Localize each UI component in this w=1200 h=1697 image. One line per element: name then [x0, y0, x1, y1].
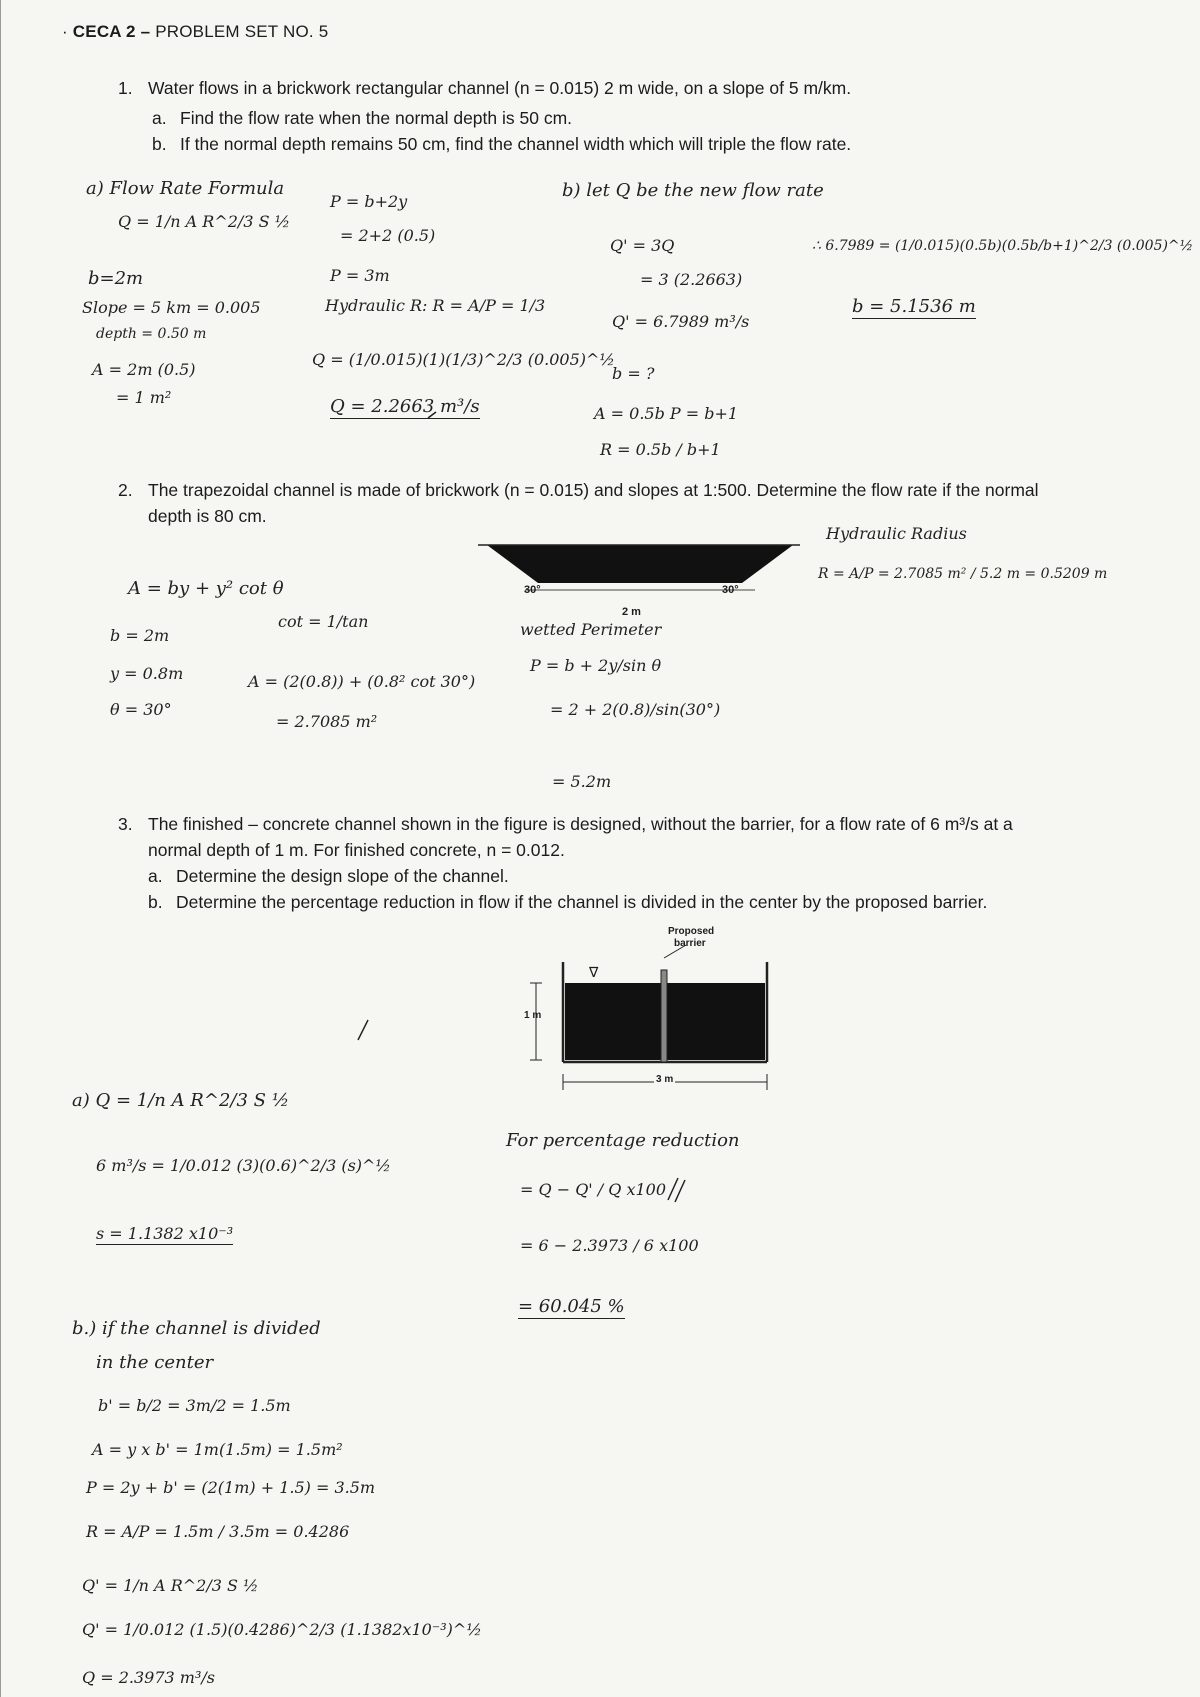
problem-3-cont: normal depth of 1 m. For finished concrete, n = 0.012. [148, 840, 565, 860]
hw3-percent-value: = 60.045 % [518, 1296, 625, 1317]
problem-text: Water flows in a brickwork rectangular channel (n = 0.015) 2 m wide, on a slope of 5 m/km. [148, 78, 852, 98]
hw2-width: b = 2m [110, 626, 170, 645]
hw2-area-formula: A = by + y² cot θ [128, 578, 284, 599]
hw1-perimeter-result: P = 3m [330, 266, 390, 285]
part-label: a. [152, 108, 167, 128]
hw2-hydraulic-radius-title: Hydraulic Radius [826, 524, 967, 543]
water-surface-icon: ∇ [589, 964, 599, 980]
barrier-label-1: Proposed [668, 926, 715, 937]
hw3-new-flow-sub: Q' = 1/0.012 (1.5)(0.4286)^2/3 (1.1382x10⁻³)^½ [82, 1620, 482, 1639]
set-name: PROBLEM SET NO. 5 [155, 22, 329, 41]
hw3-percent-formula: = Q − Q' / Q x100 [520, 1180, 667, 1199]
hw3-perimeter: P = 2y + b' = (2(1m) + 1.5) = 3.5m [86, 1478, 376, 1497]
problem-number: 1. [118, 78, 133, 98]
problem-number: 2. [118, 480, 133, 500]
problem-1 [118, 78, 851, 99]
hw3-area: A = y x b' = 1m(1.5m) = 1.5m² [92, 1440, 343, 1459]
part-label: a. [148, 866, 163, 886]
hw2-wetted-perimeter-title: wetted Perimeter [520, 620, 662, 639]
hw1-flow-result [330, 396, 480, 417]
problem-text: The finished – concrete channel shown in the figure is designed, without the barrier, for a flow rate of 6 m³/s at a [148, 814, 1013, 834]
hw3-slope-result [96, 1224, 233, 1243]
angle-right-label: 30° [722, 584, 739, 596]
hw2-perimeter-result: = 5.2m [552, 772, 612, 791]
part-text: Determine the percentage reduction in flow if the channel is divided in the center by the proposed barrier. [176, 892, 988, 912]
part-text: Find the flow rate when the normal depth is 50 cm. [180, 108, 573, 128]
part-label: b. [148, 892, 163, 912]
hw2-perimeter-sub: = 2 + 2(0.8)/sin(30°) [550, 700, 721, 719]
hw2-cot-def: cot = 1/tan [278, 612, 369, 631]
hw1-area-perimeter-b: A = 0.5b P = b+1 [594, 404, 739, 423]
hw1-width: b=2m [88, 268, 144, 289]
hw1-flow-formula: Q = 1/n A R^2/3 S ½ [118, 212, 291, 231]
hw3-b-title: b.) if the channel is divided [72, 1318, 321, 1339]
hw2-angle: θ = 30° [110, 700, 172, 719]
problem-2-cont: depth is 80 cm. [148, 506, 267, 526]
hw1-new-flow: Q' = 3Q [610, 236, 675, 255]
hw1-new-flow-sub: = 3 (2.2663) [640, 270, 743, 289]
hw1-width-result [852, 296, 976, 317]
problem-2 [118, 480, 1039, 501]
width-label: 3 m [656, 1074, 674, 1085]
hw1-radius-b: R = 0.5b / b+1 [600, 440, 721, 459]
hw1-width-result-value: b = 5.1536 m [852, 296, 976, 317]
hw3-b-title-cont: in the center [96, 1352, 214, 1373]
hw1-flow-sub: Q = (1/0.015)(1)(1/3)^2/3 (0.005)^½ [312, 350, 615, 369]
hw1-area-result: = 1 m² [116, 388, 172, 407]
problem-1a [152, 108, 572, 129]
hw3-hydraulic-radius: R = A/P = 1.5m / 3.5m = 0.4286 [86, 1522, 350, 1541]
problem-3b [148, 892, 987, 913]
part-text: Determine the design slope of the channel. [176, 866, 509, 886]
hw2-depth: y = 0.8m [110, 664, 184, 683]
hw1-perimeter-formula: P = b+2y [330, 192, 408, 211]
hw2-area-result: = 2.7085 m² [276, 712, 378, 731]
hw1-area: A = 2m (0.5) [92, 360, 196, 379]
problem-3a [148, 866, 509, 887]
hw1-perimeter-sub: = 2+2 (0.5) [340, 226, 436, 245]
hw2-perimeter-formula: P = b + 2y/sin θ [530, 656, 662, 675]
angle-left-label: 30° [524, 584, 541, 596]
hw3-half-width: b' = b/2 = 3m/2 = 1.5m [98, 1396, 291, 1415]
depth-label: 1 m [524, 1010, 542, 1021]
worksheet-title: · CECA 2 – PROBLEM SET NO. 5 [62, 22, 329, 41]
problem-1b [152, 134, 851, 155]
course-code: CECA 2 – [72, 22, 151, 41]
hw1-width-equation: ∴ 6.7989 = (1/0.015)(0.5b)(0.5b/b+1)^2/3 (0.005)^½ [812, 238, 1194, 254]
problem-text: The trapezoidal channel is made of brickwork (n = 0.015) and slopes at 1:500. Determine the flow rate if the normal [148, 480, 1039, 500]
hw3-slope-value: s = 1.1382 x10⁻³ [96, 1224, 234, 1243]
hw3-flow-sub: 6 m³/s = 1/0.012 (3)(0.6)^2/3 (s)^½ [96, 1156, 391, 1175]
hw1-unknown-width: b = ? [612, 364, 655, 383]
hw3-percent-result [518, 1296, 625, 1317]
problem-number: 3. [118, 814, 133, 834]
part-label: b. [152, 134, 167, 154]
hw3-flow-formula: a) Q = 1/n A R^2/3 S ½ [72, 1090, 290, 1111]
hw1-flow-result-value: Q = 2.2663 m³/s [330, 396, 480, 417]
hw2-area-sub: A = (2(0.8)) + (0.8² cot 30°) [248, 672, 476, 691]
hw3-new-flow-result: Q = 2.3973 m³/s [82, 1668, 215, 1687]
bottom-width-label: 2 m [622, 606, 641, 618]
hw1-slope: Slope = 5 km = 0.005 [82, 298, 261, 317]
hw3-new-flow-formula: Q' = 1/n A R^2/3 S ½ [82, 1576, 259, 1595]
hw3-percent-sub: = 6 − 2.3973 / 6 x100 [520, 1236, 699, 1255]
hw1-hydraulic-radius: Hydraulic R: R = A/P = 1/3 [325, 296, 546, 315]
rect-channel-figure [530, 945, 767, 1090]
hw3-percent-title: For percentage reduction [506, 1130, 740, 1151]
hw1-a-title: a) Flow Rate Formula [86, 178, 285, 199]
problem-3 [118, 814, 1013, 835]
hw1-depth: depth = 0.50 m [96, 326, 207, 342]
hw2-hydraulic-radius: R = A/P = 2.7085 m² / 5.2 m = 0.5209 m [818, 566, 1108, 582]
hw1-b-title: b) let Q be the new flow rate [562, 180, 824, 201]
hw1-new-flow-result: Q' = 6.7989 m³/s [612, 312, 750, 331]
barrier-label-2: barrier [674, 938, 706, 949]
part-text: If the normal depth remains 50 cm, find the channel width which will triple the flow rate. [180, 134, 852, 154]
